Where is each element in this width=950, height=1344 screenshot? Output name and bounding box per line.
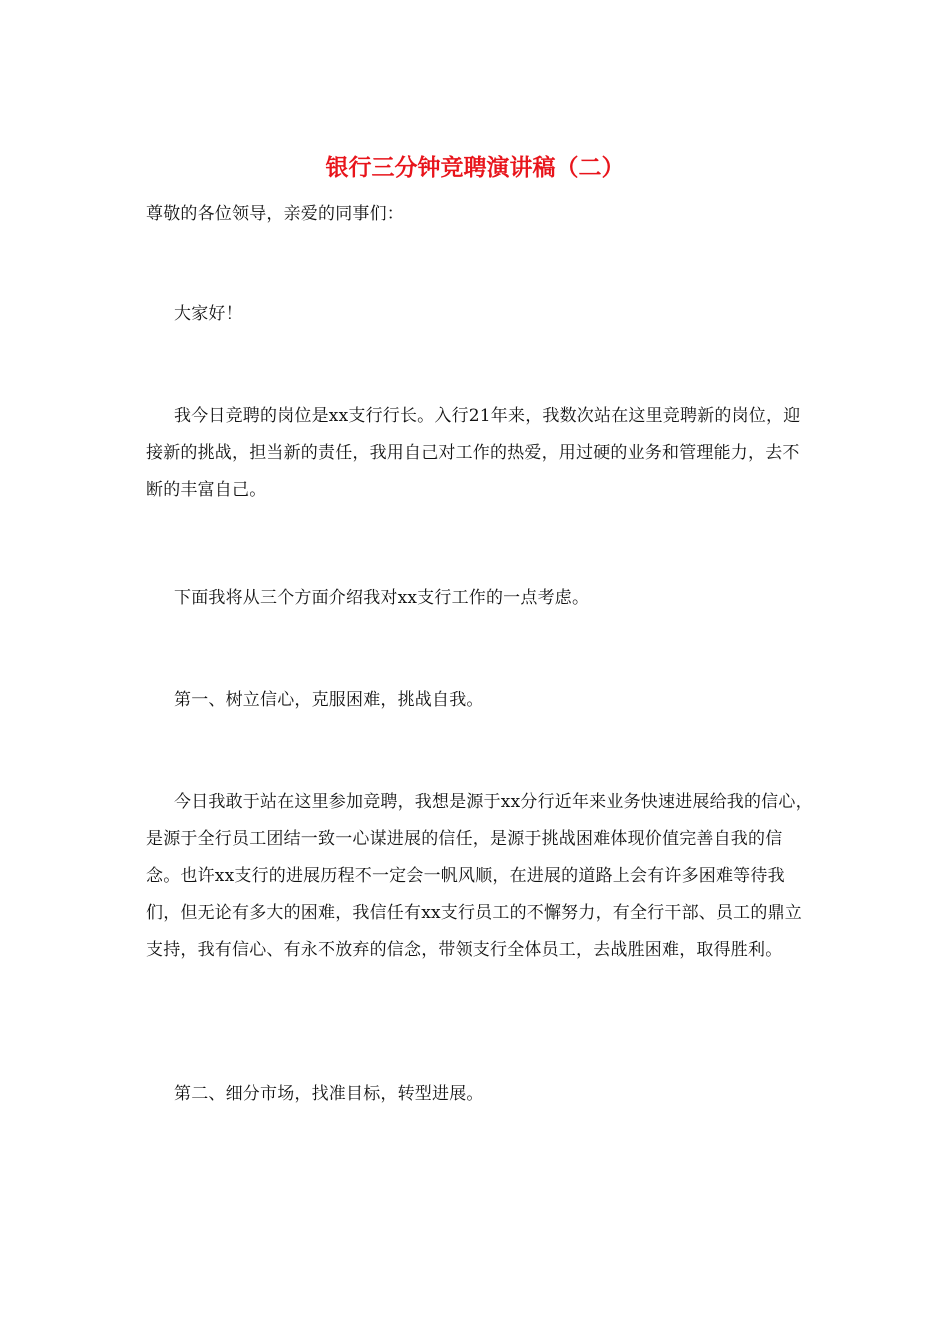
document-title: 银行三分钟竞聘演讲稿（二） — [325, 154, 625, 181]
paragraph-overview: 下面我将从三个方面介绍我对xx支行工作的一点考虑。 — [174, 588, 590, 608]
section-heading-two: 第二、细分市场，找准目标，转型进展。 — [174, 1084, 484, 1104]
section-heading-one: 第一、树立信心，克服困难，挑战自我。 — [174, 690, 484, 710]
paragraph-section-one: 今日我敢于站在这里参加竞聘，我想是源于xx分行近年来业务快速进展给我的信心，是源于全行员工团结一致一心谋进展的信任，是源于挑战困难体现价值完善自我的信念。也许xx支行的进展历程不一定会一帆风顺，在进展的道路上会有许多困难等待我们，但无论有多大的困难，我信任有xx支行员工的不懈努力，有全行干部、员工的鼎立支持，我有信心、有永不放弃的信念，带领支行全体员工，去战胜困难，取得胜利。 — [146, 792, 813, 960]
paragraph-greeting: 大家好！ — [174, 304, 243, 324]
salutation: 尊敬的各位领导，亲爱的同事们： — [146, 204, 404, 224]
paragraph-intro: 我今日竞聘的岗位是xx支行行长。入行21年来，我数次站在这里竞聘新的岗位，迎接新的挑战，担当新的责任，我用自己对工作的热爱，用过硬的业务和管理能力，去不断的丰富自己。 — [146, 406, 801, 500]
